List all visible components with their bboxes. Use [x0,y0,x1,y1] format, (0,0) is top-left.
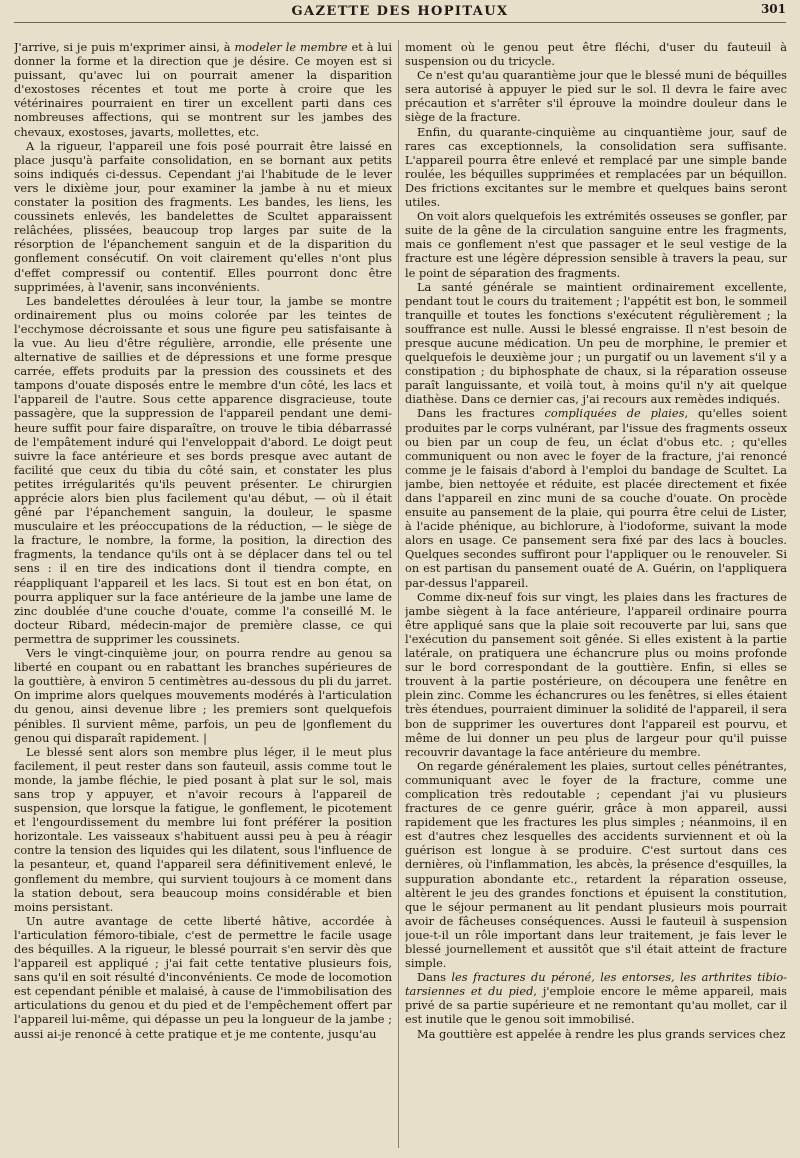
right-column [405,40,787,1150]
paragraph: On regarde généralement les plaies, surtout celles pénétrantes, communiquant avec le foyer de la fracture, comme une complication très redoutable ; cependant j'ai vu plusieurs fractures de ce genre guérir, grâce à mon appareil, aussi rapidement que les fractures les plus simples ; néanmoins, il en est d'autres chez lesquelles des accidents surviennent et où la guérison est longue à se produire. C'est surtout dans ces dernières, où l'inflammation, les abcès, la présence d'esquilles, la suppuration abondante etc., retardent la réparation osseuse, altèrent le jeu des grandes fonctions et épuisent la constitution, que le séjour permanent au lit pendant plusieurs mois pourrait avoir de fâcheuses conséquences. Aussi le fauteuil à suspension joue-t-il un rôle important dans leur traitement, je fais lever le blessé journellement et aussitôt que s'il était atteint de fracture simple. [405,758,787,971]
paragraph: La santé générale se maintient ordinairement excellente, pendant tout le cours du traitement ; l'appétit est bon, le sommeil tranquille et toutes les fonctions s'exécutent régulièrement ; la souffrance est nulle. Aussi le blessé engraisse. Il n'est besoin de presque aucune médication. Un peu de morphine, le premier et quelquefois le deuxième jour ; un purgatif ou un lavement s'il y a constipation ; du biphosphate de chaux, si la réparation osseuse paraît languissante, et voilà tout, à moins qu'il n'y ait quelque diathèse. Dans ce dernier cas, j'ai recours aux remèdes indiqués. [405,279,787,407]
column-divider [398,40,399,1148]
page-number: 301 [760,2,786,16]
paragraph: Dans les fractures compliquées de plaies, qu'elles soient produites par le corps vulnérant, par l'issue des fragments osseux ou bien par un coup de feu, un éclat d'obus etc. ; qu'elles communiquent ou non avec le foyer de la fracture, j'ai renoncé comme je le faisais d'abord à l'emploi du bandage de Scultet. La jambe, bien nettoyée et réduite, est placée directement et fixée dans l'appareil en zinc muni de sa couche d'ouate. On procède ensuite au pansement de la plaie, qui pourra être celui de Lister, à l'acide phénique, au bichlorure, à l'iodoforme, suivant la mode alors en usage. Ce pansement sera fixé par des lacs à boucles. Quelques secondes suffiront pour l'appliquer ou le renouveler. Si on est partisan du pansement ouaté de A. Guérin, on l'appliquera par-dessus l'appareil. [405,406,787,590]
paragraph: Ce n'est qu'au quarantième jour que le blessé muni de béquilles sera autorisé à appuyer le pied sur le sol. Il devra le faire avec précaution et s'arrêter s'il éprouve la moindre douleur dans le siège de la fracture. [405,68,787,125]
paragraph: Ma gouttière est appelée à rendre les plus grands services chez [417,1026,786,1041]
paragraph: A la rigueur, l'appareil une fois posé pourrait être laissé en place jusqu'à parfaite consolidation, en se bornant aux petits soins indiqués ci-dessus. Cependant j'ai l'habitude de le lever vers le dixième jour, pour examiner la jambe à nu et mieux constater la position des fragments. Les bandes, les liens, les coussinets enlevés, les bandelettes de Scultet apparaissent relâchées, plissées, beaucoup trop larges par suite de la résorption de l'épanchement sanguin et de la disparition du gonflement consécutif. On voit clairement qu'elles n'ont plus d'effet compressif ou contentif. Elles pourront donc être supprimées, à l'avenir, sans inconvénients. [14,138,392,294]
paragraph: Vers le vingt-cinquième jour, on pourra rendre au genou sa liberté en coupant ou en rabattant les branches supérieures de la gouttière, à environ 5 centimètres au-dessous du pli du jarret. On imprime alors quelques mouvements modérés à l'articulation du genou, ainsi devenue libre ; les premiers sont quelquefois pénibles. Il survient même, parfois, un peu de |gonflement du genou qui disparaît rapidement. | [14,646,392,745]
paragraph: Un autre avantage de cette liberté hâtive, accordée à l'articulation fémoro-tibiale, c'est de permettre le facile usage des béquilles. A la rigueur, le blessé pourrait s'en servir dès que l'appareil est appliqué ; j'ai fait cette tentative plusieurs fois, sans qu'il en soit résulté d'inconvénients. Ce mode de locomotion est cependant pénible et malaisé, à cause de l'immobilisation des articulations du genou et du pied et de l'empêchement offert par l'appareil lui-même, qui dépasse un peu la longueur de la jambe ; aussi ai-je renoncé à cette pratique et je me contente, jusqu'au [14,913,392,1041]
paragraph: J'arrive, si je puis m'exprimer ainsi, à modeler le membre et à lui donner la forme et la direction que je désire. Ce moyen est si puissant, qu'avec lui on pourrait amener la disparition d'exostoses récentes et tout me porte à croire que les vétérinaires pourraient en tirer un excellent parti dans ces nombreuses affections, qui se montrent sur les jambes des chevaux, exostoses, javarts, mollettes, etc. [14,40,392,139]
journal-title: GAZETTE DES HOPITAUX [291,4,509,19]
paragraph: moment où le genou peut être fléchi, d'user du fauteuil à suspension ou du tricycle. [405,40,787,69]
paragraph: Enfin, du quarante-cinquième au cinquantième jour, sauf de rares cas exceptionnels, la consolidation sera suffisante. L'appareil pourra être enlevé et remplacé par une simple bande roulée, les béquilles supprimées et remplacées par un béquillon. Des frictions excitantes sur le membre et quelques bains seront utiles. [405,124,787,210]
page-header [14,0,786,23]
paragraph: Dans les fractures du péroné, les entorses, les arthrites tibio-tarsiennes et du pied, j'emploie encore le même appareil, mais privé de sa partie supérieure et ne remontant qu'au mollet, car il est inutile que le genou soit immobilisé. [405,970,787,1027]
paragraph: On voit alors quelquefois les extrémités osseuses se gonfler, par suite de la gêne de la circulation sanguine entre les fragments, mais ce gonflement n'est que passager et le seul vestige de la fracture est une légère dépression sensible à travers la peau, sur le point de séparation des fragments. [405,209,787,280]
paragraph: Le blessé sent alors son membre plus léger, il le meut plus facilement, il peut rester dans son fauteuil, assis comme tout le monde, la jambe fléchie, le pied posant à plat sur le sol, mais sans trop y appuyer, et n'avoir recours à l'appareil de suspension, que lorsque la fatigue, le gonflement, le picotement et l'engourdissement du membre lui font préférer la position horizontale. Les vaisseaux s'habituent aussi peu à peu à réagir contre la tension des liquides qui les dilatent, sous l'influence de la pesanteur, et, quand l'appareil sera définitivement enlevé, le gonflement du membre, qui survient toujours à ce moment dans la station debout, sera beaucoup moins considérable et bien moins persistant. [14,744,392,914]
left-column [14,40,392,1150]
paragraph: Comme dix-neuf fois sur vingt, les plaies dans les fractures de jambe siègent à la face antérieure, l'appareil ordinaire pourra être appliqué sans que la plaie soit recouverte par lui, sans que l'exécution du pansement soit gênée. Si elles existent à la partie latérale, on pratiquera une échancrure plus ou moins profonde sur le bord correspondant de la gouttière. Enfin, si elles se trouvent à la partie postérieure, on découpera une fenêtre en plein zinc. Comme les échancrures ou les fenêtres, si elles étaient très étendues, pourraient diminuer la solidité de l'appareil, il sera bon de supprimer les ouvertures dont l'appareil est pourvu, et même de lui donner un peu plus de largeur pour qu'il puisse recouvrir davantage la face antérieure du membre. [405,589,787,759]
paragraph: Les bandelettes déroulées à leur tour, la jambe se montre ordinairement plus ou moins colorée par les teintes de l'ecchymose décroissante et sous une figure peu satisfaisante à la vue. Au lieu d'être régulière, arrondie, elle présente une alternative de saillies et de dépressions et une forme presque carrée, effets produits par la pression des coussinets et des tampons d'ouate disposés entre le membre d'un côté, les lacs et l'appareil de l'autre. Sous cette apparence disgracieuse, toute passagère, que la suppression de l'appareil pendant une demi-heure suffit pour faire disparaître, on trouve le tibia débarrassé de l'empâtement induré qui l'enveloppait d'abord. Le doigt peut suivre la face antérieure et ses bords presque avec autant de facilité que ceux du tibia du côté sain, et constater les plus petites irrégularités qu'ils peuvent présenter. Le chirurgien apprécie alors bien plus facilement qu'au début, — où il était gêné par l'épanchement sanguin, la douleur, le spasme musculaire et les préoccupations de la réduction, — le siège de la fracture, le nombre, la forme, la position, la direction des fragments, la tendance qu'ils ont à se déplacer dans tel ou tel sens : il en tire des indications dont il tiendra compte, en réappliquant l'appareil et les lacs. Si tout est en bon état, on pourra appliquer sur la face antérieure de la jambe une lame de zinc doublée d'une couche d'ouate, comme l'a conseillé M. le docteur Ribard, médecin-major de première classe, ce qui permettra de supprimer les coussinets. [14,293,392,646]
